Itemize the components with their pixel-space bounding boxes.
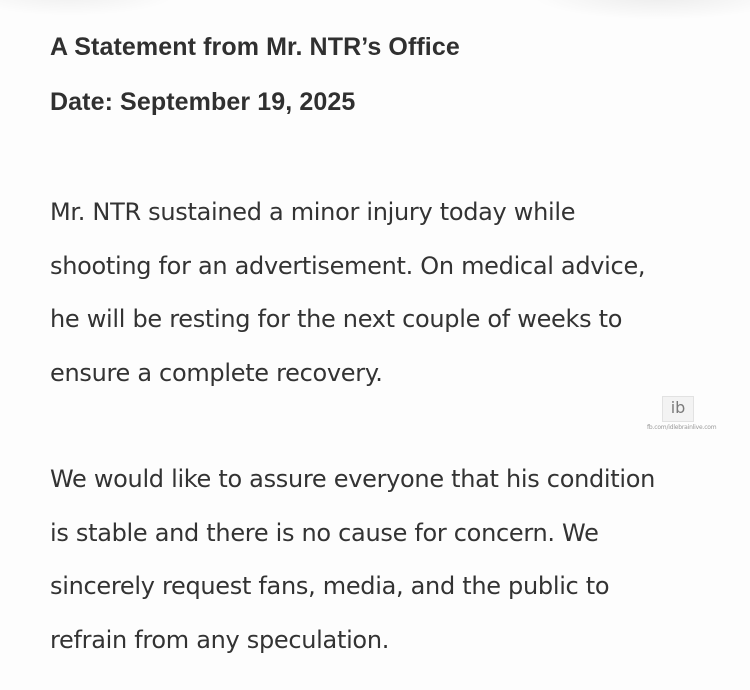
paragraph-line: ensure a complete recovery. [50, 358, 383, 387]
paragraph-line: We would like to assure everyone that his condition [50, 465, 656, 493]
statement-title: A Statement from Mr. NTR’s Office [50, 33, 460, 61]
paragraph-line: is stable and there is no cause for concern. We [50, 518, 599, 547]
watermark-logo: ib [662, 396, 694, 422]
paragraph-line: Mr. NTR sustained a minor injury today while [50, 198, 576, 226]
paragraph-line: shooting for an advertisement. On medical advice, [50, 251, 646, 280]
paragraph-line: he will be resting for the next couple of weeks to [50, 305, 623, 333]
paragraph-line: refrain from any speculation. [50, 625, 390, 654]
statement-date: Date: September 19, 2025 [50, 88, 356, 116]
statement-paragraph-2 [50, 453, 710, 667]
statement-paragraph-1 [50, 186, 710, 400]
watermark [647, 396, 717, 436]
watermark-url: fb.com/idlebrainlive.com [647, 424, 717, 431]
paragraph-line: sincerely request fans, media, and the public to [50, 572, 610, 600]
top-edge-shadow-left [0, 0, 180, 16]
top-edge-shadow-right [530, 0, 750, 20]
